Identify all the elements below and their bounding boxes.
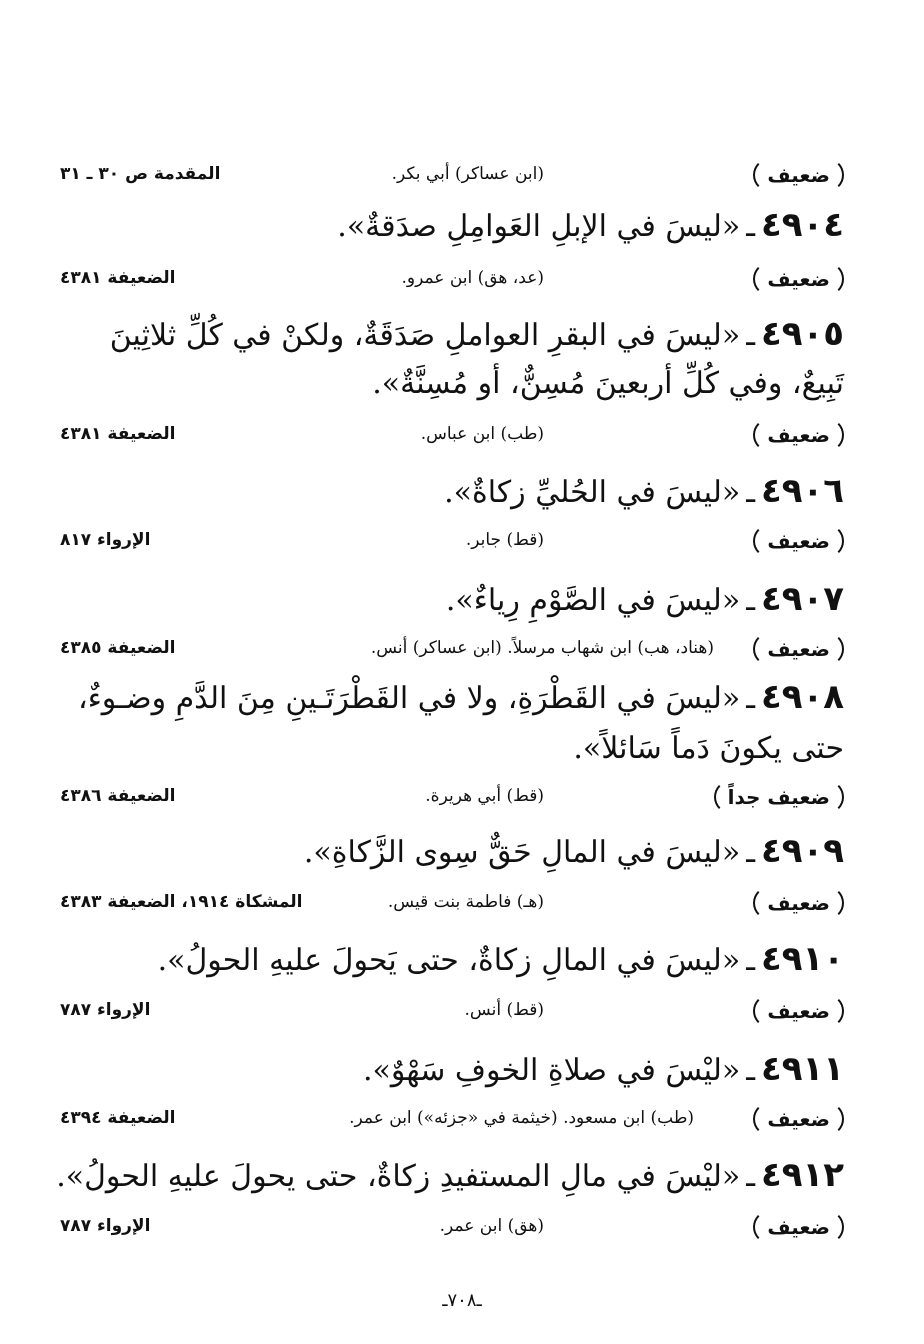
meta-line-4908 (60, 780, 844, 814)
hadith-number: ٤٩١٠ (760, 939, 844, 979)
meta-line-4909 (60, 886, 844, 920)
source-text: (هناد، هب) ابن شهاب مرسلاً. (ابن عساكر) أنس. (370, 638, 714, 658)
meta-line-4904 (60, 262, 844, 296)
separator: ـ (746, 835, 755, 870)
reference-text: الضعيفة ٤٣٨٥ (60, 638, 176, 658)
separator: ـ (746, 943, 755, 978)
source-text: (عد، هق) ابن عمرو. (401, 268, 544, 288)
hadith-text: «ليْسَ في مالِ المستفيدِ زكاةٌ، حتى يحولَ عليهِ الحولُ». (56, 1159, 741, 1194)
hadith-number: ٤٩٠٧ (760, 579, 844, 619)
separator: ـ (746, 318, 755, 353)
hadith-text: «ليسَ في البقرِ العواملِ صَدَقَةٌ، ولكنْ في كُلِّ ثلاثِينَ تَبِيعٌ، وفي كُلِّ أربعينَ مُسِنٌّ، أو مُسِنَّةٌ». (109, 318, 844, 401)
source-text: (طب) ابن عباس. (420, 424, 544, 444)
hadith-4905 (55, 310, 844, 408)
hadith-number: ٤٩٠٩ (760, 831, 844, 871)
source-text: (طب) ابن مسعود. (خيثمة في «جزئه») ابن عمر. (349, 1108, 694, 1128)
source-text: (هق) ابن عمر. (439, 1216, 544, 1236)
hadith-text: «ليسَ في القَطْرَةِ، ولا في القَطْرَتَـينِ مِنَ الدَّمِ وضـوءٌ، حتى يكونَ دَماً سَائلاً». (78, 681, 844, 766)
reference-text: المشكاة ١٩١٤، الضعيفة ٤٣٨٣ (60, 892, 303, 912)
page-number: ـ٧٠٨ـ (442, 1290, 482, 1311)
separator: ـ (746, 209, 755, 244)
reference-text: المقدمة ص ٣٠ ـ ٣١ (60, 164, 221, 184)
hadith-4910 (55, 936, 844, 984)
grade-badge: ضعيف (753, 158, 844, 192)
source-text: (قط) أنس. (464, 1000, 544, 1020)
meta-line-4912 (60, 1210, 844, 1244)
hadith-text: «ليسَ في المالِ حَقٌّ سِوى الزَّكاةِ». (303, 835, 741, 870)
source-text: (هـ) فاطمة بنت قيس. (387, 892, 544, 912)
reference-text: الإرواء ٧٨٧ (60, 1000, 151, 1020)
hadith-4911 (55, 1046, 844, 1094)
reference-text: الإرواء ٧٨٧ (60, 1216, 151, 1236)
hadith-4908 (55, 672, 844, 774)
hadith-text: «ليسَ في المالِ زكاةٌ، حتى يَحولَ عليهِ الحولُ». (157, 943, 741, 978)
separator: ـ (746, 583, 755, 618)
separator: ـ (746, 1159, 755, 1194)
hadith-number: ٤٩٠٦ (760, 471, 844, 511)
reference-text: الضعيفة ٤٣٨١ (60, 268, 176, 288)
hadith-number: ٤٩٠٨ (760, 677, 844, 717)
hadith-text: «ليسَ في الإبلِ العَوامِلِ صدَقةٌ». (337, 209, 741, 244)
hadith-4904 (55, 202, 844, 250)
hadith-number: ٤٩١٢ (760, 1155, 844, 1195)
grade-badge: ضعيف (753, 632, 844, 666)
reference-text: الضعيفة ٤٣٨٦ (60, 786, 176, 806)
hadith-4912 (55, 1152, 844, 1200)
source-text: (قط) جابر. (465, 530, 544, 550)
source-text: (ابن عساكر) أبي بكر. (391, 164, 544, 184)
hadith-number: ٤٩٠٤ (760, 205, 844, 245)
separator: ـ (746, 1053, 755, 1088)
meta-line-4910 (60, 994, 844, 1028)
meta-line-4911 (60, 1102, 844, 1136)
meta-line-4903 (60, 158, 844, 192)
grade-badge: ضعيف جداً (714, 780, 844, 814)
reference-text: الضعيفة ٤٣٩٤ (60, 1108, 176, 1128)
grade-badge: ضعيف (753, 262, 844, 296)
grade-badge: ضعيف (753, 994, 844, 1028)
meta-line-4905 (60, 418, 844, 452)
hadith-text: «ليْسَ في صلاةِ الخوفِ سَهْوٌ». (363, 1053, 741, 1088)
hadith-4909 (55, 828, 844, 876)
hadith-4906 (55, 468, 844, 516)
reference-text: الضعيفة ٤٣٨١ (60, 424, 176, 444)
separator: ـ (746, 681, 755, 716)
grade-badge: ضعيف (753, 524, 844, 558)
hadith-number: ٤٩١١ (760, 1049, 844, 1089)
meta-line-4906 (60, 524, 844, 558)
grade-badge: ضعيف (753, 886, 844, 920)
reference-text: الإرواء ٨١٧ (60, 530, 151, 550)
hadith-number: ٤٩٠٥ (760, 314, 844, 354)
separator: ـ (746, 475, 755, 510)
source-text: (قط) أبي هريرة. (425, 786, 544, 806)
hadith-text: «ليسَ في الصَّوْمِ رِياءٌ». (445, 583, 741, 618)
hadith-text: «ليسَ في الحُليِّ زكاةٌ». (444, 475, 741, 510)
hadith-4907 (55, 576, 844, 624)
grade-badge: ضعيف (753, 1210, 844, 1244)
grade-badge: ضعيف (753, 418, 844, 452)
grade-badge: ضعيف (753, 1102, 844, 1136)
meta-line-4907 (60, 632, 844, 666)
